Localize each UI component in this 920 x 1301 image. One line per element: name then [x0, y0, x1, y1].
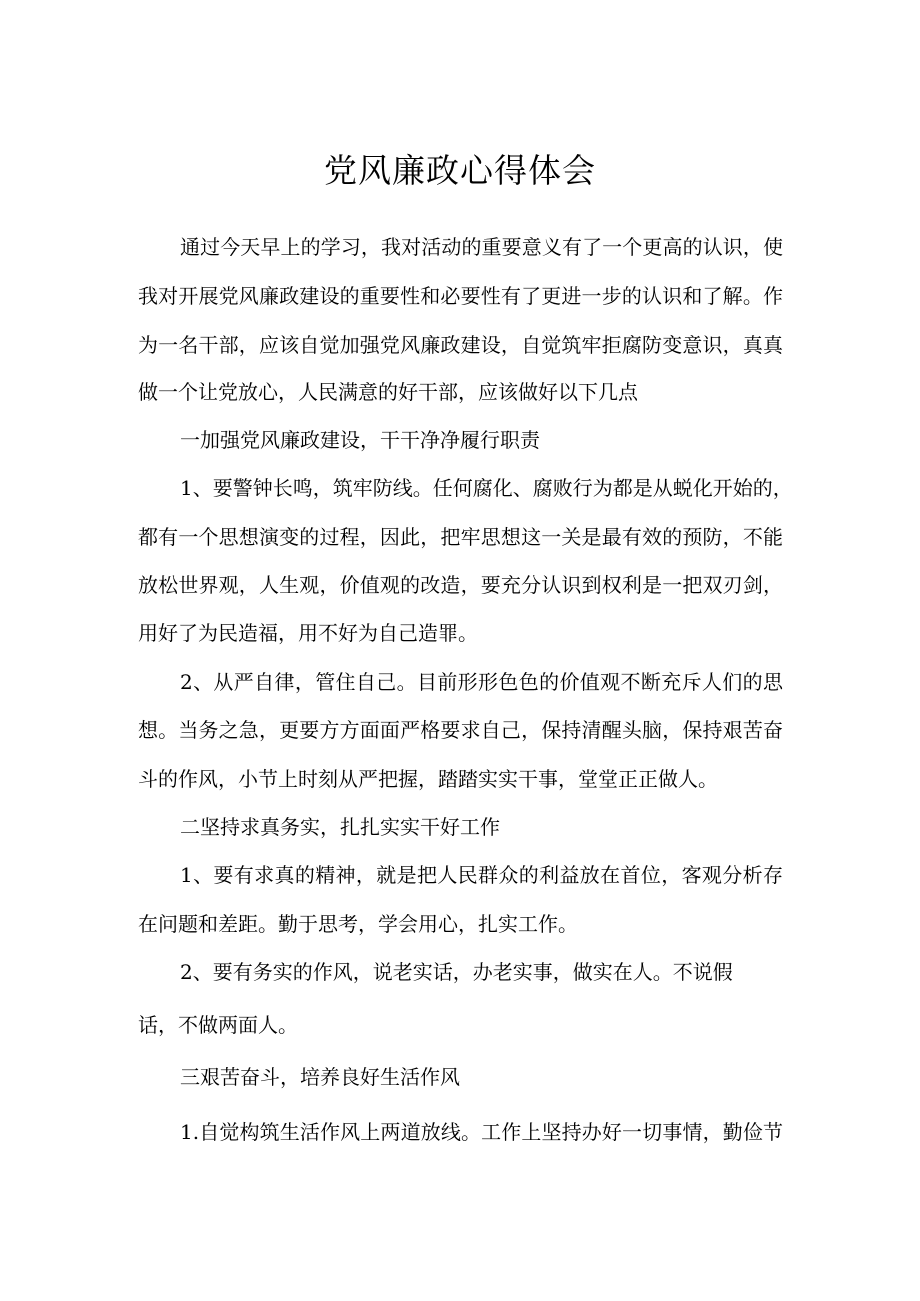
paragraph-line: 1、要有求真的精神，就是把人民群众的利益放在首位，客观分析存 — [180, 863, 783, 887]
paragraph-line: 放松世界观，人生观，价值观的改造，要充分认识到权利是一把双刃剑， — [138, 573, 783, 597]
paragraph-line: 做一个让党放心，人民满意的好干部，应该做好以下几点 — [138, 380, 638, 404]
section-heading: 三艰苦奋斗，培养良好生活作风 — [180, 1065, 460, 1089]
section-heading: 一加强党风廉政建设，干干净净履行职责 — [180, 428, 540, 452]
paragraph-line: 我对开展党风廉政建设的重要性和必要性有了更进一步的认识和了解。作 — [138, 284, 783, 308]
document-title: 党风廉政心得体会 — [324, 151, 596, 190]
paragraph-line: 都有一个思想演变的过程，因此，把牢思想这一关是最有效的预防，不能 — [138, 525, 783, 549]
paragraph-line: 话，不做两面人。 — [138, 1013, 298, 1037]
paragraph-line: 1.自觉构筑生活作风上两道放线。工作上坚持办好一切事情，勤俭节 — [180, 1120, 783, 1144]
paragraph-line: 2、要有务实的作风，说老实话，办老实事，做实在人。不说假 — [180, 960, 733, 984]
paragraph-line: 用好了为民造福，用不好为自己造罪。 — [138, 621, 478, 645]
paragraph-line: 想。当务之急，更要方方面面严格要求自己，保持清醒头脑，保持艰苦奋 — [138, 718, 783, 742]
paragraph-line: 斗的作风，小节上时刻从严把握，踏踏实实干事，堂堂正正做人。 — [138, 767, 718, 791]
paragraph-line: 通过今天早上的学习，我对活动的重要意义有了一个更高的认识，使 — [180, 235, 783, 259]
paragraph-line: 为一名干部，应该自觉加强党风廉政建设，自觉筑牢拒腐防变意识，真真 — [138, 333, 783, 357]
paragraph-line: 在问题和差距。勤于思考，学会用心，扎实工作。 — [138, 912, 578, 936]
paragraph-line: 1、要警钟长鸣，筑牢防线。任何腐化、腐败行为都是从蜕化开始的， — [180, 476, 793, 500]
paragraph-line: 2、从严自律，管住自己。目前形形色色的价值观不断充斥人们的思 — [180, 670, 783, 694]
section-heading: 二坚持求真务实，扎扎实实干好工作 — [180, 815, 500, 839]
